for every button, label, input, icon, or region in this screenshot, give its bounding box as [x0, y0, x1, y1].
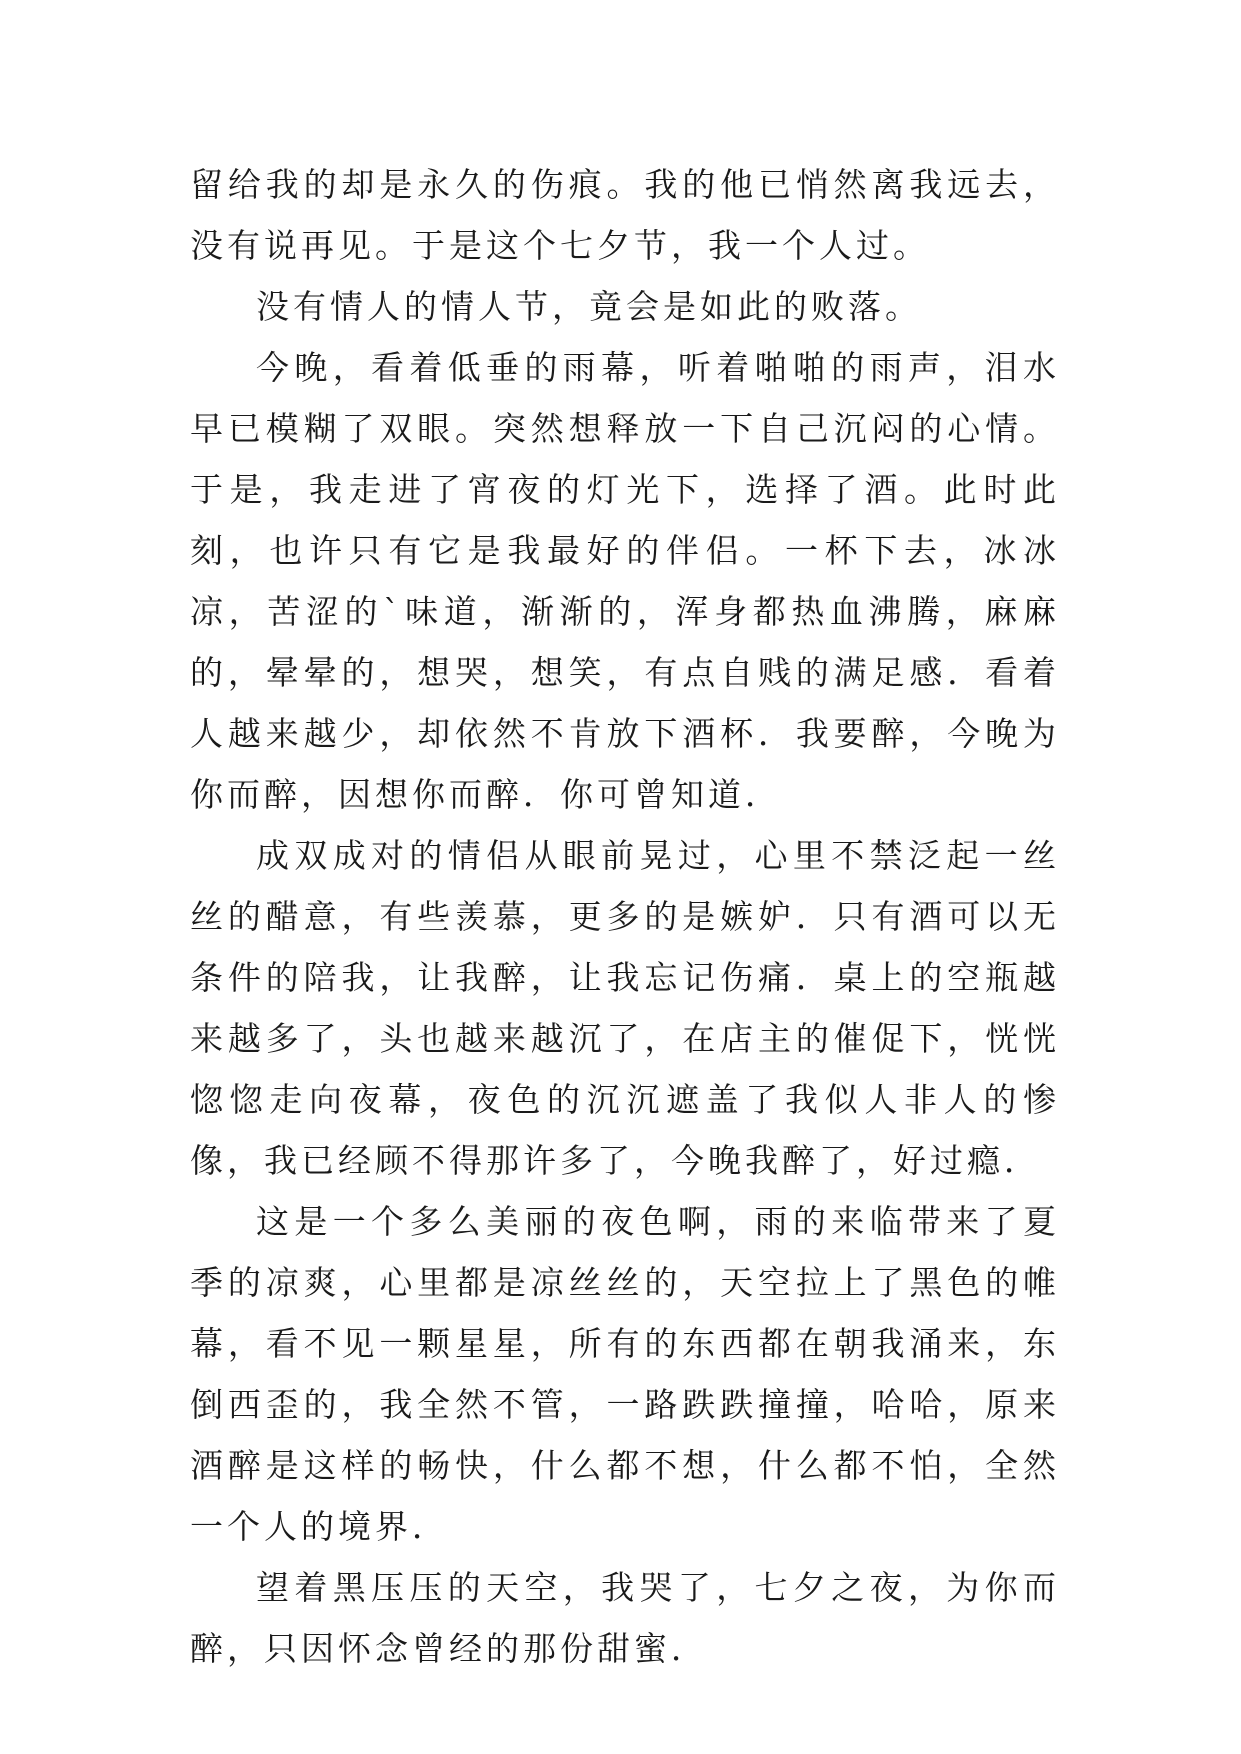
paragraph-2: 没有情人的情人节，竟会是如此的败落。: [256, 287, 922, 326]
paragraph-6: 望着黑压压的天空，我哭了，七夕之夜，为你而醉，只因怀念曾经的那份甜蜜．: [190, 1568, 1060, 1668]
article-body: [190, 154, 1060, 1679]
paragraph-4: 成双成对的情侣从眼前晃过，心里不禁泛起一丝丝的醋意，有些羡慕，更多的是嫉妒．只有酒可以无条件的陪我，让我醉，让我忘记伤痛．桌上的空瓶越来越多了，头也越来越沉了，在店主的催促下，恍恍惚惚走向夜幕，夜色的沉沉遮盖了我似人非人的惨像，我已经顾不得那许多了，今晚我醉了，好过瘾．: [190, 836, 1060, 1180]
paragraph-5: 这是一个多么美丽的夜色啊，雨的来临带来了夏季的凉爽，心里都是凉丝丝的，天空拉上了黑色的帷幕，看不见一颗星星，所有的东西都在朝我涌来，东倒西歪的，我全然不管，一路跌跌撞撞，哈哈，原来酒醉是这样的畅快，什么都不想，什么都不怕，全然一个人的境界．: [190, 1202, 1060, 1546]
paragraph-1: 留给我的却是永久的伤痕。我的他已悄然离我远去，没有说再见。于是这个七夕节，我一个人过。: [190, 165, 1060, 265]
paragraph-3: 今晚，看着低垂的雨幕，听着啪啪的雨声，泪水早已模糊了双眼。突然想释放一下自己沉闷的心情。于是，我走进了宵夜的灯光下，选择了酒。此时此刻，也许只有它是我最好的伴侣。一杯下去，冰冰凉，苦涩的`味道，渐渐的，浑身都热血沸腾，麻麻的，晕晕的，想哭，想笑，有点自贱的满足感．看着人越来越少，却依然不肯放下酒杯．我要醉，今晚为你而醉，因想你而醉．你可曾知道．: [190, 348, 1060, 814]
